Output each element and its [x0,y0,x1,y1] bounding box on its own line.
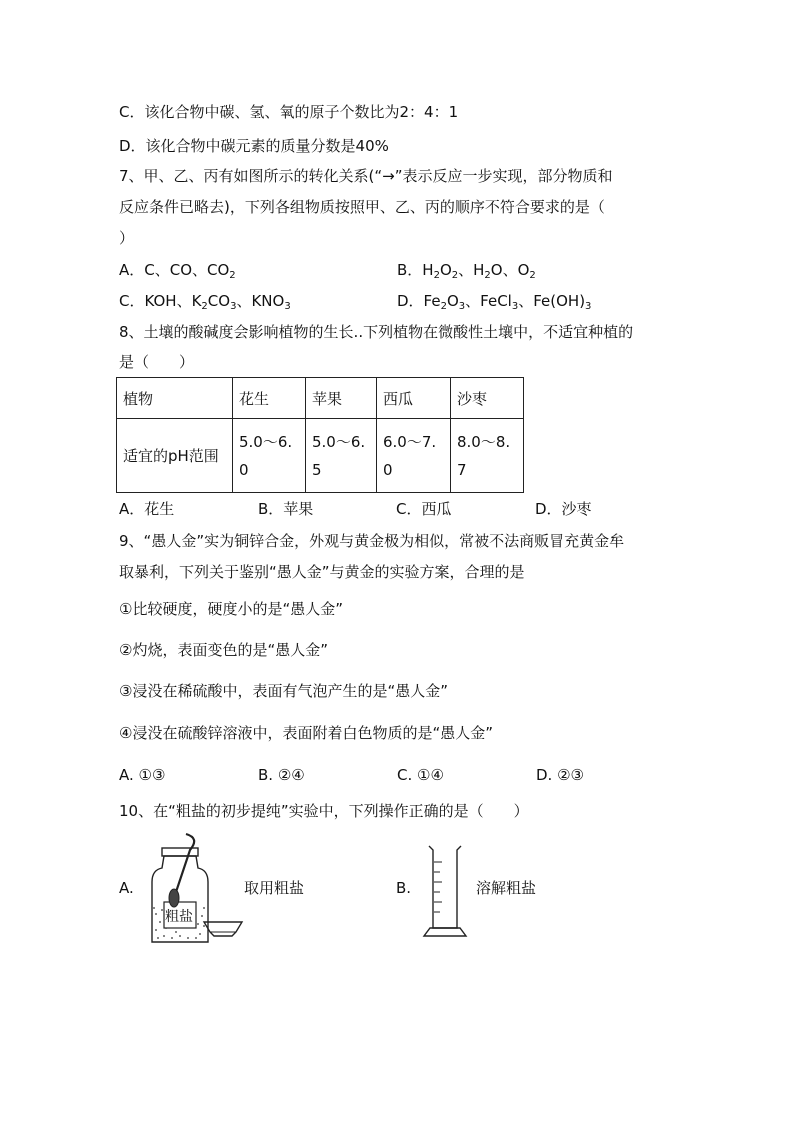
reagent-bottle-illustration [140,832,250,947]
ph-table [116,377,524,493]
table-header-cell: 植物 [117,378,233,419]
graduated-cylinder-icon [420,844,470,940]
q10-option-a-letter: A. [119,879,134,897]
q7-option-c: C．KOH、$K_2CO_3$、$KNO_3$ [119,292,291,312]
q9-option-c: C. ①④ [397,766,444,784]
table-row [117,419,524,493]
q8-option-a: A．花生 [119,500,175,518]
q7-option-a: A．C、CO、$CO_2$ [119,261,236,281]
table-cell: 5.0～6. 0 [233,419,306,493]
q7-stem-line1: 7、甲、乙、丙有如图所示的转化关系(“→”表示反应一步实现，部分物质和 [119,167,613,185]
table-cell: 8.0～8. 7 [451,419,524,493]
table-header-cell: 花生 [233,378,306,419]
q10-option-b-text: 溶解粗盐 [476,879,537,897]
table-header-row [117,378,524,419]
q8-stem-line2: 是（ ） [119,353,195,371]
q9-item-2: ②灼烧，表面变色的是“愚人金” [119,641,328,659]
q8-option-d: D．沙枣 [535,500,592,518]
q7-option-b: B．$H_2O_2$、$H_2O$、$O_2$ [397,261,536,281]
table-cell: 5.0～6. 5 [306,419,377,493]
table-header-cell: 苹果 [306,378,377,419]
q7-stem-line2: 反应条件已略去)，下列各组物质按照甲、乙、丙的顺序不符合要求的是（ [119,198,605,216]
q6-option-d: D．该化合物中碳元素的质量分数是40% [119,137,389,155]
q7-option-d: D．$Fe_2O_3$、FeCl$_3$、$Fe(OH)_3$ [397,292,592,312]
q9-stem-line2: 取暴利，下列关于鉴别“愚人金”与黄金的实验方案，合理的是 [119,563,525,581]
q9-item-4: ④浸没在硫酸锌溶液中，表面附着白色物质的是“愚人金” [119,724,493,742]
q6-option-c: C．该化合物中碳、氢、氧的原子个数比为2：4：1 [119,103,459,121]
bottle-label: 粗盐 [165,909,193,925]
q8-stem-line1: 8、土壤的酸碱度会影响植物的生长..下列植物在微酸性土壤中，不适宜种植的 [119,323,634,341]
q9-item-1: ①比较硬度，硬度小的是“愚人金” [119,600,343,618]
q9-option-d: D. ②③ [536,766,584,784]
q9-option-b: B. ②④ [258,766,305,784]
q7-stem-line3: ） [119,229,135,247]
table-header-cell: 西瓜 [377,378,451,419]
q8-option-b: B．苹果 [258,500,314,518]
table-header-cell: 沙枣 [451,378,524,419]
q9-stem-line1: 9、“愚人金”实为铜锌合金，外观与黄金极为相似，常被不法商贩冒充黄金牟 [119,532,625,550]
q10-option-a-text: 取用粗盐 [244,879,305,897]
q9-item-3: ③浸没在稀硫酸中，表面有气泡产生的是“愚人金” [119,682,448,700]
q10-option-b-letter: B. [396,879,412,897]
table-cell: 6.0～7. 0 [377,419,451,493]
q9-option-a: A. ①③ [119,766,166,784]
q8-option-c: C．西瓜 [396,500,452,518]
table-row-label: 适宜的pH范围 [117,419,233,493]
q10-stem: 10、在“粗盐的初步提纯”实验中，下列操作正确的是（ ） [119,802,529,820]
